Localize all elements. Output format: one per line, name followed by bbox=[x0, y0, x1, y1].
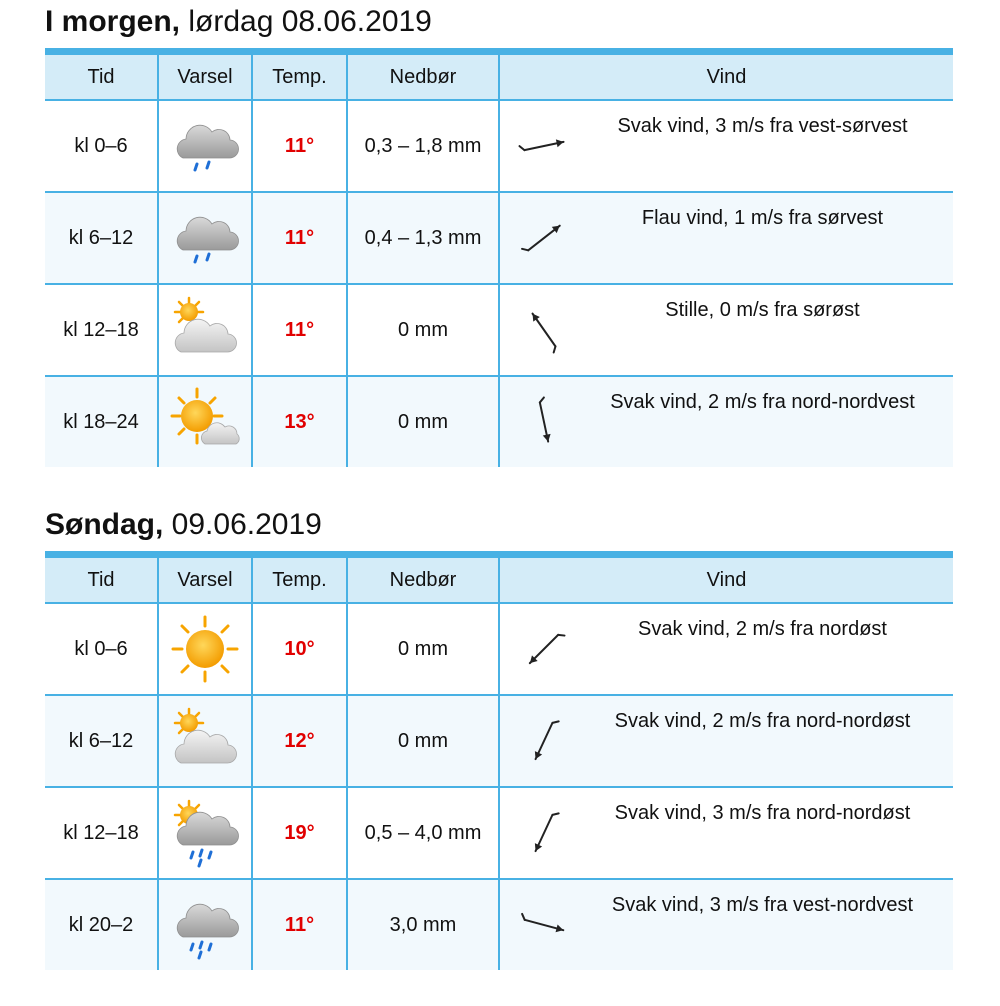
wind-arrow-icon bbox=[518, 715, 570, 767]
time-cell: kl 12–18 bbox=[45, 787, 158, 879]
precip-cell: 0 mm bbox=[347, 695, 499, 787]
wind-arrow-icon bbox=[518, 304, 570, 356]
day-title-date: 09.06.2019 bbox=[163, 508, 322, 541]
day-section-sunday bbox=[45, 507, 953, 936]
wind-cell bbox=[499, 787, 953, 879]
precip-cell: 0,3 – 1,8 mm bbox=[347, 100, 499, 192]
cloud-rain-light-icon bbox=[169, 110, 241, 182]
day-title-bold: Søndag, bbox=[45, 508, 164, 541]
temp-cell: 11° bbox=[252, 284, 347, 376]
day-title bbox=[45, 4, 953, 40]
wind-text: Stille, 0 m/s fra sørøst bbox=[665, 299, 860, 321]
wind-cell bbox=[499, 100, 953, 192]
temp-cell: 13° bbox=[252, 376, 347, 467]
forecast-cell bbox=[158, 603, 252, 695]
wind-text: Svak vind, 3 m/s fra vest-sørvest bbox=[617, 115, 908, 137]
forecast-cell bbox=[158, 192, 252, 284]
header-tid: Tid bbox=[45, 555, 158, 604]
wind-arrow-icon bbox=[518, 623, 570, 675]
table-row bbox=[45, 787, 953, 879]
wind-text: Svak vind, 3 m/s fra vest-nordvest bbox=[611, 894, 914, 916]
temp-cell: 19° bbox=[252, 787, 347, 879]
forecast-cell bbox=[158, 879, 252, 970]
header-temp: Temp. bbox=[252, 52, 347, 101]
time-cell: kl 0–6 bbox=[45, 100, 158, 192]
day-title bbox=[45, 507, 953, 543]
cloud-rain-icon bbox=[169, 889, 241, 961]
wind-cell bbox=[499, 603, 953, 695]
wind-arrow-icon bbox=[518, 120, 570, 172]
table-header-row bbox=[45, 555, 953, 604]
wind-cell bbox=[499, 376, 953, 467]
time-cell: kl 0–6 bbox=[45, 603, 158, 695]
precip-cell: 0 mm bbox=[347, 284, 499, 376]
forecast-cell bbox=[158, 100, 252, 192]
wind-arrow-icon bbox=[518, 396, 570, 448]
header-nedbor: Nedbør bbox=[347, 555, 499, 604]
temp-cell: 11° bbox=[252, 192, 347, 284]
header-vind: Vind bbox=[499, 555, 953, 604]
precip-cell: 3,0 mm bbox=[347, 879, 499, 970]
table-row bbox=[45, 284, 953, 376]
wind-text: Svak vind, 2 m/s fra nord-nordvest bbox=[610, 391, 915, 413]
time-cell: kl 20–2 bbox=[45, 879, 158, 970]
temp-cell: 12° bbox=[252, 695, 347, 787]
wind-text: Flau vind, 1 m/s fra sørvest bbox=[641, 207, 884, 229]
temp-cell: 11° bbox=[252, 879, 347, 970]
precip-cell: 0 mm bbox=[347, 603, 499, 695]
temp-cell: 10° bbox=[252, 603, 347, 695]
table-row bbox=[45, 879, 953, 970]
wind-cell bbox=[499, 284, 953, 376]
wind-text: Svak vind, 2 m/s fra nordøst bbox=[638, 618, 887, 640]
sun-small-cloud-icon bbox=[169, 386, 241, 458]
partly-cloudy-icon bbox=[169, 705, 241, 777]
wind-arrow-icon bbox=[518, 807, 570, 859]
cloud-rain-light-icon bbox=[169, 202, 241, 274]
forecast-cell bbox=[158, 787, 252, 879]
table-row bbox=[45, 695, 953, 787]
day-title-bold: I morgen, bbox=[45, 5, 181, 38]
wind-arrow-icon bbox=[518, 212, 570, 264]
table-header-row bbox=[45, 52, 953, 101]
table-row bbox=[45, 100, 953, 192]
header-vind: Vind bbox=[499, 52, 953, 101]
precip-cell: 0,5 – 4,0 mm bbox=[347, 787, 499, 879]
header-temp: Temp. bbox=[252, 555, 347, 604]
table-row bbox=[45, 192, 953, 284]
wind-text: Svak vind, 3 m/s fra nord-nordøst bbox=[614, 802, 911, 824]
header-tid: Tid bbox=[45, 52, 158, 101]
forecast-cell bbox=[158, 284, 252, 376]
wind-text: Svak vind, 2 m/s fra nord-nordøst bbox=[614, 710, 911, 732]
wind-cell bbox=[499, 879, 953, 970]
forecast-cell bbox=[158, 376, 252, 467]
time-cell: kl 6–12 bbox=[45, 695, 158, 787]
precip-cell: 0,4 – 1,3 mm bbox=[347, 192, 499, 284]
partly-cloudy-icon bbox=[169, 294, 241, 366]
forecast-table bbox=[45, 551, 953, 970]
precip-cell: 0 mm bbox=[347, 376, 499, 467]
day-section-saturday bbox=[45, 4, 953, 433]
wind-cell bbox=[499, 695, 953, 787]
sun-icon bbox=[169, 613, 241, 685]
table-row bbox=[45, 603, 953, 695]
wind-arrow-icon bbox=[518, 899, 570, 951]
header-nedbor: Nedbør bbox=[347, 52, 499, 101]
forecast-cell bbox=[158, 695, 252, 787]
time-cell: kl 6–12 bbox=[45, 192, 158, 284]
header-varsel: Varsel bbox=[158, 555, 252, 604]
header-varsel: Varsel bbox=[158, 52, 252, 101]
wind-cell bbox=[499, 192, 953, 284]
sun-cloud-rain-icon bbox=[169, 797, 241, 869]
temp-cell: 11° bbox=[252, 100, 347, 192]
forecast-table bbox=[45, 48, 953, 467]
time-cell: kl 12–18 bbox=[45, 284, 158, 376]
table-row bbox=[45, 376, 953, 467]
time-cell: kl 18–24 bbox=[45, 376, 158, 467]
day-title-date: lørdag 08.06.2019 bbox=[180, 5, 432, 38]
